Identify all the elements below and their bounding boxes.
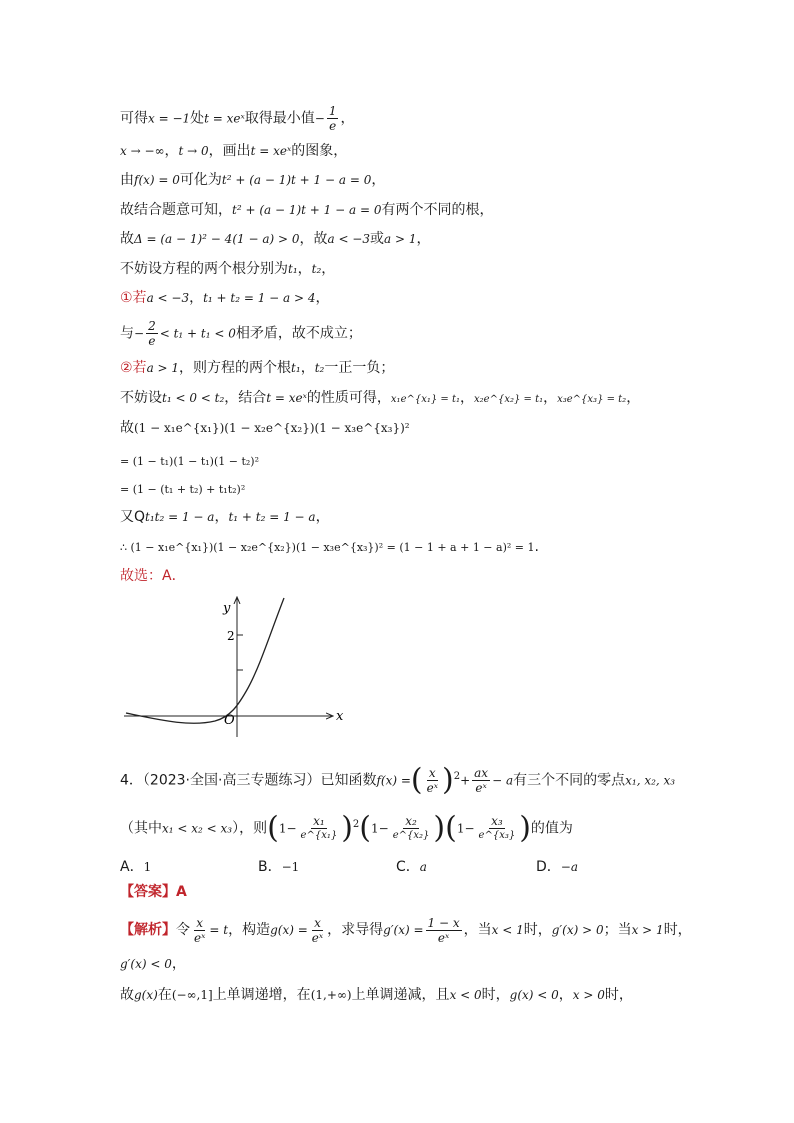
math: t₂: [311, 262, 322, 276]
text: ），则: [232, 820, 268, 837]
option-value: −a: [560, 860, 578, 874]
analysis-label: 【解析】: [120, 922, 176, 938]
answer-label: 【答案】: [120, 884, 176, 900]
solution-line-3: [120, 170, 385, 190]
text: 有三个不同的零点: [513, 772, 626, 789]
text: 取得最小值: [244, 110, 315, 127]
y-axis-label: y: [223, 601, 231, 616]
solution-line-5: [120, 229, 430, 249]
fraction: [192, 916, 207, 945]
fraction-denominator: e^{x₁}: [300, 830, 338, 842]
text: 相矛盾，故不成立；: [235, 325, 362, 342]
fraction-denominator: eˣ: [437, 930, 450, 945]
math: x > 1: [631, 923, 664, 937]
math: f(x) = 0: [134, 173, 180, 187]
text: ，构造: [228, 922, 271, 938]
text: 时，: [523, 922, 552, 938]
fraction: [146, 319, 158, 348]
exponent: 2: [352, 819, 360, 830]
text: 时，: [481, 987, 510, 1003]
text: ，: [171, 956, 186, 972]
fraction-denominator: e: [329, 119, 337, 133]
text: 的值为: [530, 820, 573, 837]
fraction-denominator: e^{x₂}: [392, 830, 430, 842]
text: ，求导得: [327, 922, 384, 938]
solution-line-15: [120, 537, 539, 558]
solution-conclusion: [120, 566, 186, 586]
math: < t₁ + t₁ < 0: [159, 326, 236, 341]
text: .: [534, 539, 539, 555]
fraction-numerator: ax: [474, 766, 489, 781]
question-number: 4．: [120, 772, 143, 789]
text: 不妨设: [120, 390, 162, 406]
math: t² + (a − 1)t + 1 − a = 0: [221, 173, 372, 187]
fraction-numerator: x: [428, 766, 436, 781]
fraction-numerator: x₂: [405, 814, 417, 829]
option-label: C．: [396, 859, 420, 875]
fraction: [391, 814, 432, 843]
math: Δ = (a − 1)² − 4(1 − a) > 0: [134, 232, 300, 246]
option-value: 1: [143, 860, 152, 874]
option-d: [536, 856, 578, 876]
math: t₁: [291, 361, 301, 375]
fraction-numerator: x₁: [313, 814, 325, 829]
text: ①若: [120, 290, 147, 306]
fraction-numerator: x: [196, 915, 204, 930]
math: x → −∞: [120, 144, 165, 158]
math: a < −3: [146, 291, 190, 305]
text: 可化为: [179, 172, 222, 188]
text: ，结合: [224, 390, 267, 406]
math: − a: [492, 773, 514, 788]
math: x₁, x₂, x₃: [625, 773, 676, 788]
option-value: a: [419, 860, 427, 874]
text: ，: [626, 390, 641, 406]
math: g(x) < 0: [509, 988, 559, 1002]
text: 有两个不同的根，: [381, 202, 494, 218]
exponent: 2: [453, 771, 461, 782]
option-value: −1: [281, 860, 300, 874]
answer-value: A: [176, 884, 187, 900]
text: 上单调递减，且: [351, 987, 450, 1003]
math: g′(x) < 0: [120, 957, 172, 971]
math: = (1 − t₁)(1 − t₁)(1 − t₂)²: [120, 455, 259, 468]
fraction: [327, 104, 339, 133]
text: 在: [157, 987, 172, 1003]
fraction-numerator: 2: [148, 319, 156, 333]
text: ，: [297, 261, 312, 277]
math: t₂: [314, 361, 325, 375]
text: ，故: [299, 231, 328, 247]
text: ，: [340, 110, 355, 127]
text: 可得: [120, 110, 148, 127]
fraction-numerator: x₃: [491, 814, 503, 829]
fraction-denominator: e: [148, 334, 156, 348]
text: 已知函数: [320, 772, 377, 789]
fraction: [310, 916, 325, 945]
text: ，: [189, 290, 204, 306]
math: x > 0: [572, 988, 605, 1002]
text: 由: [120, 172, 134, 188]
text: 不妨设方程的两个根分别为: [120, 261, 288, 277]
text: ，画出: [208, 143, 251, 159]
math: x₂e^{x₂} = t₁: [474, 394, 544, 405]
text: 故: [120, 987, 134, 1003]
analysis-line-3: [120, 985, 633, 1005]
y-tick-label: 2: [227, 629, 235, 643]
text: ，: [315, 509, 330, 525]
text: 令: [176, 922, 190, 938]
text: 的图象，: [291, 143, 348, 159]
option-label: A．: [120, 859, 144, 875]
solution-line-12: [120, 451, 259, 472]
math: = t: [209, 923, 229, 937]
math: (1 − x₁e^{x₁})(1 − x₂e^{x₂})(1 − x₃e^{x₃})²: [134, 421, 410, 435]
text: ，: [416, 231, 431, 247]
math: +: [460, 773, 471, 788]
text: 故结合题意可知，: [120, 202, 232, 218]
text: ②若: [120, 360, 147, 376]
text: ，: [214, 509, 229, 525]
math: t = xeˣ: [250, 144, 292, 158]
fraction-numerator: 1 − x: [427, 915, 460, 930]
question-4-line-1: 4．（2023·全国·高三专题练习）已知函数f(x) =( $\frac{x}{\text{eˣ}}$ )$^2$+ $\frac{ax}{\text{eˣ}}$ − a有三个不同的零点x₁, x₂, x₃: [120, 762, 676, 798]
fraction: [472, 766, 490, 795]
math: t = xeˣ: [204, 111, 245, 126]
math: x₁ < x₂ < x₃: [162, 821, 233, 836]
text: ，则方程的两个根: [179, 360, 292, 376]
solution-line-2: [120, 141, 347, 161]
math: t₁t₂ = 1 − a: [145, 510, 215, 524]
option-label: B．: [258, 859, 282, 875]
fraction-denominator: eˣ: [475, 781, 487, 796]
solution-line-7: [120, 288, 330, 308]
text: 的性质可得，: [306, 390, 391, 406]
function-graph: [120, 592, 360, 742]
fraction-numerator: 1: [328, 104, 337, 118]
text: ，: [371, 172, 386, 188]
math: g′(x) =: [383, 923, 424, 937]
fraction: [477, 814, 518, 843]
math: t = xeˣ: [266, 391, 307, 405]
text: 时，: [604, 987, 633, 1003]
solution-line-8: 与− $\frac{2}{e}$ < t₁ + t₁ < 0相矛盾，故不成立；: [120, 319, 362, 348]
text: ，当: [463, 922, 492, 938]
solution-line-4: [120, 200, 493, 220]
text: 或: [370, 231, 384, 247]
fraction-denominator: eˣ: [194, 930, 206, 945]
text: 又Q: [120, 509, 146, 525]
analysis-line-2: [120, 954, 186, 974]
text: ；当: [603, 922, 632, 938]
fraction: [425, 766, 440, 795]
math: x < 0: [449, 988, 482, 1002]
solution-line-6: [120, 259, 335, 279]
x-axis-label: x: [336, 709, 344, 724]
text: （其中: [120, 820, 162, 837]
math: a > 1: [146, 361, 180, 375]
fraction-denominator: e^{x₃}: [478, 830, 516, 842]
text: ，: [558, 987, 573, 1003]
text: 故选：A．: [120, 568, 186, 584]
math: = (1 − (t₁ + t₂) + t₁t₂)²: [120, 483, 246, 496]
analysis-line-1: [120, 912, 692, 948]
math: (−∞,1]: [171, 988, 213, 1002]
text: ，: [300, 360, 315, 376]
math: t₁ + t₂ = 1 − a > 4: [203, 291, 316, 305]
option-a: [120, 856, 151, 876]
text: 故: [120, 420, 134, 436]
math: (1,+∞): [310, 988, 352, 1002]
fraction-denominator: eˣ: [311, 930, 324, 945]
curve-t-equals-xex: [126, 598, 284, 723]
option-b: [258, 856, 299, 876]
math: a < −3: [327, 232, 370, 246]
math: f(x) =: [376, 773, 411, 788]
math: x₁e^{x₁} = t₁: [390, 394, 461, 405]
text: 时，: [663, 922, 692, 938]
math: ∴ (1 − x₁e^{x₁})(1 − x₂e^{x₂})(1 − x₃e^{x₃})² = (1 − 1 + a + 1 − a)² = 1: [120, 541, 535, 554]
math: g′(x) > 0: [551, 923, 604, 937]
math: g(x) =: [270, 923, 308, 937]
fraction: [299, 814, 340, 843]
text: ，: [315, 290, 330, 306]
math: t → 0: [178, 144, 209, 158]
math: x < 1: [491, 923, 524, 937]
math: t₁: [288, 262, 298, 276]
question-source: （2023·全国·高三专题练习）: [142, 772, 321, 789]
text: 与: [120, 325, 134, 342]
solution-line-1: 可得x = −1处t = xeˣ取得最小值− $\frac{1}{e}$ ，: [120, 104, 355, 133]
option-label: D．: [536, 859, 561, 875]
text: 上单调递增，在: [212, 987, 311, 1003]
origin-label: O: [224, 713, 235, 728]
math: a > 1: [384, 232, 417, 246]
solution-line-9: [120, 358, 394, 378]
question-4-line-2: （其中x₁ < x₂ < x₃），则(1− $\frac{\text{x₁}}{\text{e\textasciicircum{}\{x₁\}}}$ )$^2$(1− $\frac{\text{x₂}}{\text{e\textasciicircum{}\{x₂\}}}$ )(1− $\frac{\text{x₃}}{\text{e\textasciicircum{}\{x₃\}}}$ )的值为: [120, 810, 573, 846]
math: x₃e^{x₃} = t₂: [557, 394, 627, 405]
option-c: [396, 856, 427, 876]
text: 故: [120, 231, 134, 247]
fraction-numerator: x: [314, 915, 321, 930]
solution-line-14: [120, 507, 330, 527]
answer-line: [120, 882, 187, 902]
text: ，: [321, 261, 336, 277]
math: x = −1: [148, 111, 191, 126]
solution-line-11: [120, 418, 410, 438]
fraction-denominator: eˣ: [426, 781, 438, 796]
text: 一正一负；: [324, 360, 395, 376]
math: g(x): [134, 988, 158, 1002]
math: t² + (a − 1)t + 1 − a = 0: [232, 203, 382, 217]
solution-line-13: [120, 479, 245, 500]
math: t₁ < 0 < t₂: [162, 391, 225, 405]
text: ，: [164, 143, 179, 159]
solution-line-10: 不妨设t₁ < 0 < t₂，结合t = xeˣ的性质可得，x₁e^{x₁} = t₁，x₂e^{x₂} = t₁，x₃e^{x₃} = t₂，: [120, 390, 641, 406]
math: t₁ + t₂ = 1 − a: [228, 510, 316, 524]
text: 处: [190, 110, 205, 127]
fraction: [426, 916, 462, 945]
